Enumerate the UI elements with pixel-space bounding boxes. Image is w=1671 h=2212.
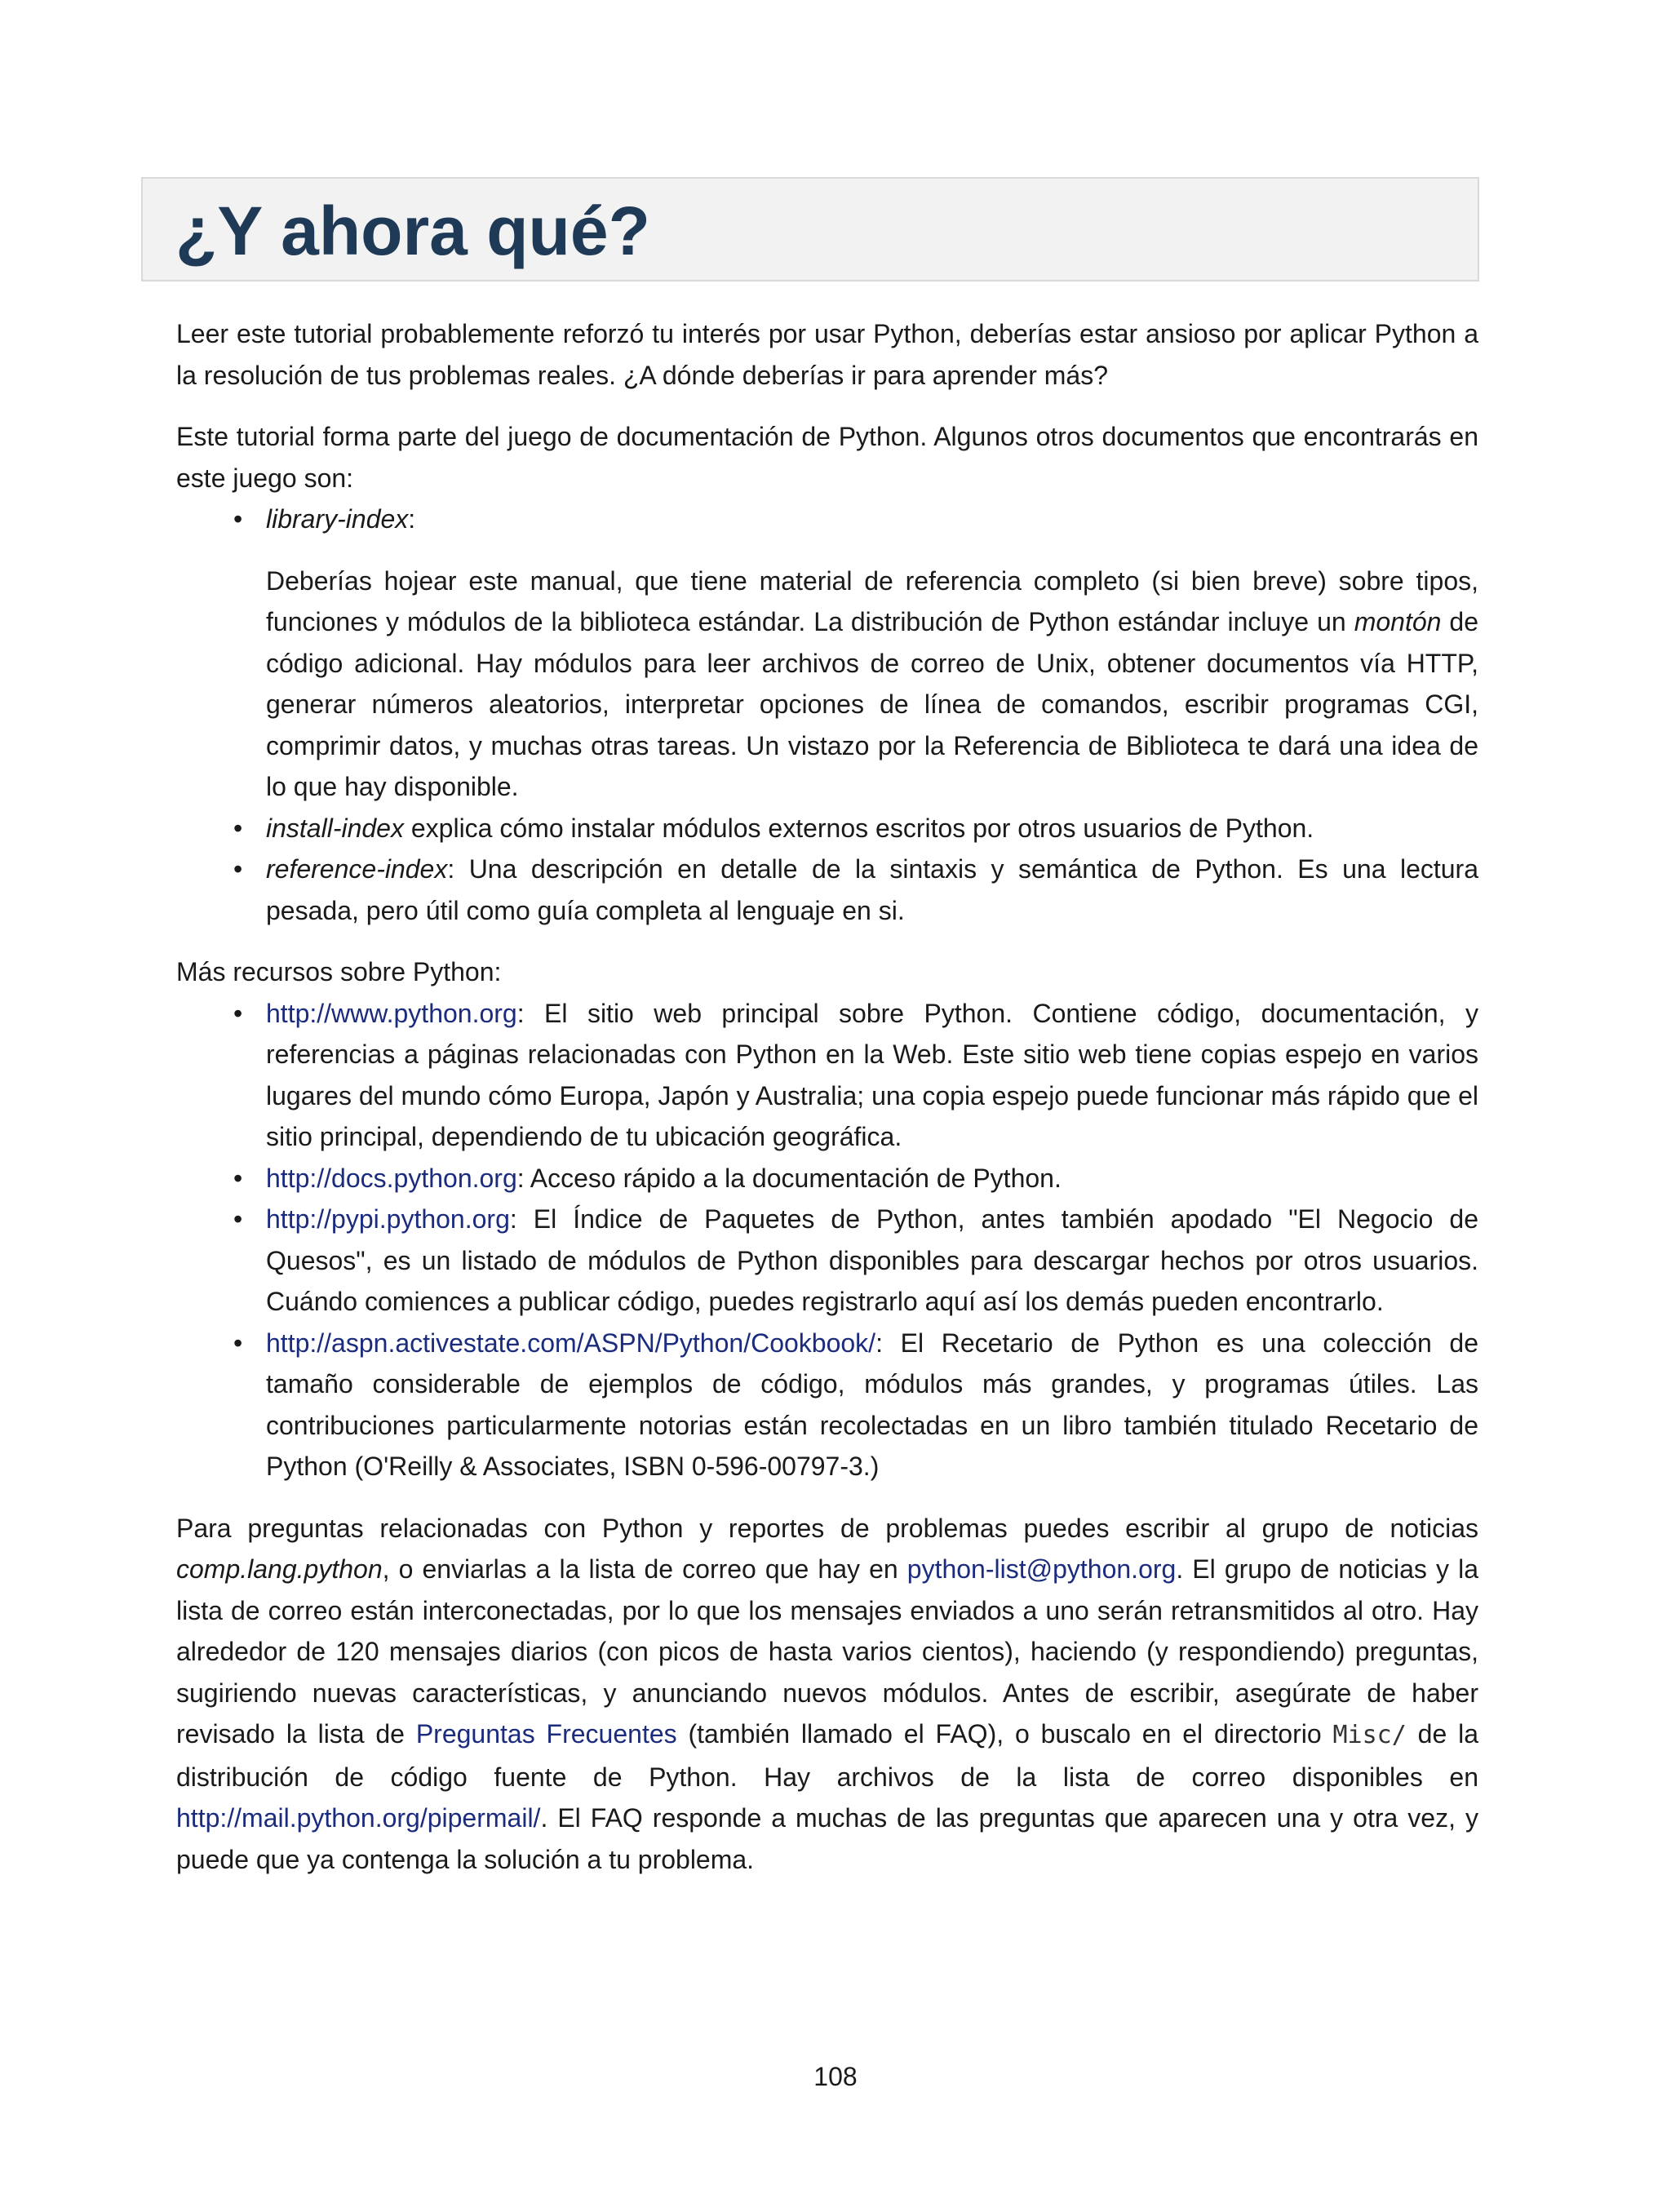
page-title: ¿Y ahora qué? [175,193,650,269]
list-item: • http://aspn.activestate.com/ASPN/Python/Cookbook/: El Recetario de Python es una colección de tamaño considerable de ejemplos de código, módulos más grandes, y programas útiles. Las contribuciones particularmente notorias están recolectadas en un libro también titulado Recetario de Python (O'Reilly & Associates, ISBN 0-596-00797-3.) [266,1323,1478,1487]
newsgroup-name: comp.lang.python [176,1554,383,1584]
link-docs-python-org[interactable]: http://docs.python.org [266,1163,517,1193]
link-activestate-cookbook[interactable]: http://aspn.activestate.com/ASPN/Python/Cookbook/ [266,1328,876,1358]
doc-ref-reference-index[interactable]: reference-index [266,854,448,884]
docs-list [176,499,1478,931]
closing-paragraph: Para preguntas relacionadas con Python y reportes de problemas puedes escribir al grupo de noticias comp.lang.python, o enviarlas a la lista de correo que hay en python-list@python.org. El grupo de noticias y la lista de correo están interconectadas, por lo que los mensajes enviados a uno serán retransmitidos al otro. Hay alrededor de 120 mensajes diarios (con picos de hasta varios cientos), haciendo (y respondiendo) preguntas, sugiriendo nuevas características, y anunciando nuevos módulos. Antes de escribir, asegúrate de haber revisado la lista de Preguntas Frecuentes (también llamado el FAQ), o buscalo en el directorio Misc/ de la distribución de código fuente de Python. Hay archivos de la lista de correo disponibles en http://mail.python.org/pipermail/. El FAQ responde a muchas de las preguntas que aparecen una y otra vez, y puede que ya contenga la solución a tu problema. [176,1513,1479,1874]
list-item: • http://docs.python.org: Acceso rápido a la documentación de Python. [266,1158,1478,1199]
mailing-list-email-link[interactable]: python-list@python.org [906,1554,1177,1584]
list-item: • library-index: Deberías hojear este manual, que tiene material de referencia completo (si bien breve) sobre tipos, funciones y módulos de la biblioteca estándar. La distribución de Python estándar incluye un montón de código adicional. Hay módulos para leer archivos de correo de Unix, obtener documentos vía HTTP, generar números aleatorios, interpretar opciones de línea de comandos, escribir programas CGI, comprimir datos, y muchas otras tareas. Un vistazo por la Referencia de Biblioteca te dará una idea de lo que hay disponible. [266,499,1478,808]
resources-heading: Más recursos sobre Python: [176,957,502,986]
intro-paragraph: Leer este tutorial probablemente reforzó tu interés por usar Python, deberías estar ansioso por aplicar Python a la resolución de tus problemas reales. ¿A dónde deberías ir para aprender más? [176,319,1478,390]
resources-list [176,993,1478,1487]
section-title-box [141,177,1479,281]
doc-ref-install-index[interactable]: install-index [266,813,404,843]
page-number: 108 [813,2062,858,2091]
list-item: • reference-index: Una descripción en detalle de la sintaxis y semántica de Python. Es una lectura pesada, pero útil como guía completa al lenguaje en si. [266,849,1478,931]
link-python-org[interactable]: http://www.python.org [266,998,517,1028]
link-pypi-python-org[interactable]: http://pypi.python.org [266,1204,510,1234]
misc-directory-code: Misc/ [1332,1721,1407,1749]
docs-intro-paragraph: Este tutorial forma parte del juego de documentación de Python. Algunos otros documentos que encontrarás en este juego son: [176,422,1478,493]
faq-link[interactable]: Preguntas Frecuentes [415,1719,677,1749]
list-item: • install-index explica cómo instalar módulos externos escritos por otros usuarios de Python. [266,808,1478,849]
doc-ref-library-index[interactable]: library-index [266,504,409,534]
main-content [176,313,1478,1900]
list-item: • http://www.python.org: El sitio web principal sobre Python. Contiene código, documentación, y referencias a páginas relacionadas con Python en la Web. Este sitio web tiene copias espejo en varios lugares del mundo cómo Europa, Japón y Australia; una copia espejo puede funcionar más rápido que el sitio principal, dependiendo de tu ubicación geográfica. [266,993,1478,1158]
list-item: • http://pypi.python.org: El Índice de Paquetes de Python, antes también apodado "El Negocio de Quesos", es un listado de módulos de Python disponibles para descargar hechos por otros usuarios. Cuándo comiences a publicar código, puedes registrarlo aquí así los demás pueden encontrarlo. [266,1199,1478,1323]
mail-archive-link[interactable]: http://mail.python.org/pipermail/ [176,1803,541,1833]
library-index-description: Deberías hojear este manual, que tiene material de referencia completo (si bien breve) sobre tipos, funciones y módulos de la biblioteca estándar. La distribución de Python estándar incluye un montón de código adicional. Hay módulos para leer archivos de correo de Unix, obtener documentos vía HTTP, generar números aleatorios, interpretar opciones de línea de comandos, escribir programas CGI, comprimir datos, y muchas otras tareas. Un vistazo por la Referencia de Biblioteca te dará una idea de lo que hay disponible. [266,565,1479,801]
